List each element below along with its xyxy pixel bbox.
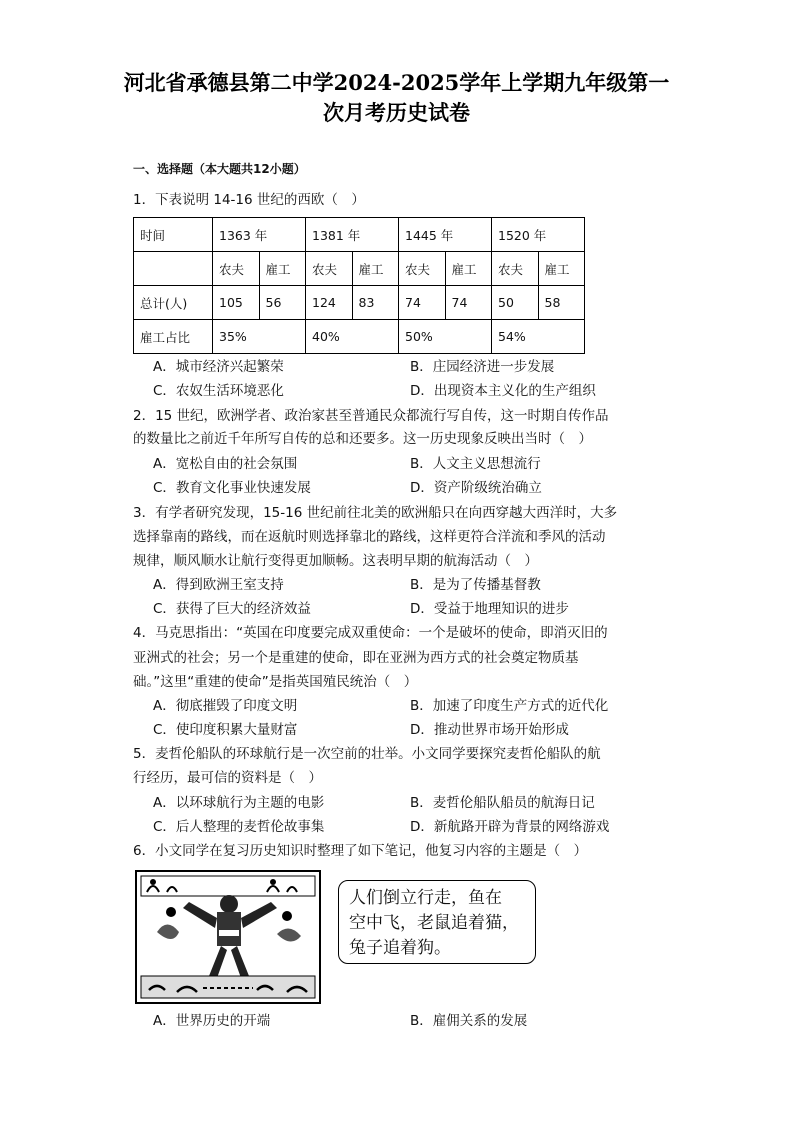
table-cell: 农夫 — [399, 252, 446, 286]
woodcut-illustration — [135, 870, 321, 1004]
q5-option-d[interactable]: D．新航路开辟为背景的网络游戏 — [410, 819, 610, 835]
title-line-2: 次月考历史试卷 — [323, 100, 470, 125]
q5-option-b[interactable]: B．麦哲伦船队船员的航海日记 — [410, 795, 595, 811]
q2-option-c[interactable]: C．教育文化事业快速发展 — [153, 480, 311, 496]
q5-line-2: 行经历，最可信的资料是（ ） — [133, 770, 322, 786]
table-row — [134, 218, 585, 252]
q5-option-c[interactable]: C．后人整理的麦哲伦故事集 — [153, 819, 325, 835]
q5-line-1: 5．麦哲伦船队的环球航行是一次空前的壮举。小文同学要探究麦哲伦船队的航 — [133, 746, 601, 762]
table-row — [134, 286, 585, 320]
q1-option-c[interactable]: C．农奴生活环境恶化 — [153, 383, 284, 399]
table-cell: 56 — [259, 286, 306, 320]
table-row — [134, 320, 585, 354]
q1-table — [133, 217, 585, 354]
bubble-line-1: 人们倒立行走，鱼在 — [349, 888, 502, 908]
q4-line-3: 础。”这里“重建的使命”是指英国殖民统治（ ） — [133, 674, 418, 690]
q3-option-d[interactable]: D．受益于地理知识的进步 — [410, 601, 569, 617]
speech-bubble — [338, 880, 536, 964]
table-cell: 雇工 — [538, 252, 585, 286]
table-cell: 58 — [538, 286, 585, 320]
table-cell: 74 — [445, 286, 492, 320]
q1-option-d[interactable]: D．出现资本主义化的生产组织 — [410, 383, 596, 399]
section-heading: 一、选择题（本大题共12小题） — [133, 162, 306, 176]
q2-option-d[interactable]: D．资产阶级统治确立 — [410, 480, 542, 496]
bubble-line-3: 兔子追着狗。 — [349, 938, 451, 958]
q2-option-a[interactable]: A．宽松自由的社会氛围 — [153, 456, 298, 472]
title-line-1: 河北省承德县第二中学2024-2025学年上学期九年级第一 — [123, 70, 670, 95]
q4-option-d[interactable]: D．推动世界市场开始形成 — [410, 722, 569, 738]
exam-title — [100, 68, 693, 128]
table-cell: 1363 年 — [213, 218, 306, 252]
q3-option-c[interactable]: C．获得了巨大的经济效益 — [153, 601, 311, 617]
q2-line-2: 的数量比之前近千年所写自传的总和还要多。这一历史现象反映出当时（ ） — [133, 431, 592, 447]
q3-line-2: 选择靠南的路线，而在返航时则选择靠北的路线，这样更符合洋流和季风的活动 — [133, 529, 606, 545]
q1-stem: 1．下表说明 14-16 世纪的西欧（ ） — [133, 192, 365, 208]
q2-option-b[interactable]: B．人文主义思想流行 — [410, 456, 541, 472]
q4-option-a[interactable]: A．彻底摧毁了印度文明 — [153, 698, 298, 714]
table-cell: 50 — [492, 286, 539, 320]
table-cell: 35% — [213, 320, 306, 354]
table-cell: 124 — [306, 286, 353, 320]
bubble-line-2: 空中飞，老鼠追着猫， — [349, 913, 519, 933]
q4-option-c[interactable]: C．使印度积累大量财富 — [153, 722, 298, 738]
table-row — [134, 252, 585, 286]
table-cell: 雇工 — [352, 252, 399, 286]
q1-option-b[interactable]: B．庄园经济进一步发展 — [410, 359, 555, 375]
table-cell: 雇工占比 — [134, 320, 213, 354]
table-cell: 农夫 — [492, 252, 539, 286]
table-cell: 总计(人) — [134, 286, 213, 320]
q3-option-a[interactable]: A．得到欧洲王室支持 — [153, 577, 284, 593]
table-cell: 农夫 — [306, 252, 353, 286]
q4-option-b[interactable]: B．加速了印度生产方式的近代化 — [410, 698, 609, 714]
q3-line-1: 3．有学者研究发现，15-16 世纪前往北美的欧洲船只在向西穿越大西洋时，大多 — [133, 505, 618, 521]
table-cell: 54% — [492, 320, 585, 354]
q5-option-a[interactable]: A．以环球航行为主题的电影 — [153, 795, 325, 811]
table-cell — [134, 252, 213, 286]
table-cell: 时间 — [134, 218, 213, 252]
q6-stem: 6．小文同学在复习历史知识时整理了如下笔记，他复习内容的主题是（ ） — [133, 843, 588, 859]
q6-option-b[interactable]: B．雇佣关系的发展 — [410, 1013, 528, 1029]
q3-line-3: 规律，顺风顺水让航行变得更加顺畅。这表明早期的航海活动（ ） — [133, 553, 538, 569]
q4-line-2: 亚洲式的社会；另一个是重建的使命，即在亚洲为西方式的社会奠定物质基 — [133, 650, 579, 666]
table-cell: 105 — [213, 286, 260, 320]
table-cell: 雇工 — [259, 252, 306, 286]
table-cell: 74 — [399, 286, 446, 320]
q3-option-b[interactable]: B．是为了传播基督教 — [410, 577, 541, 593]
table-cell: 1445 年 — [399, 218, 492, 252]
q4-line-1: 4．马克思指出：“英国在印度要完成双重使命：一个是破坏的使命，即消灭旧的 — [133, 625, 608, 641]
woodcut-figure-icon — [137, 872, 319, 1002]
table-cell: 40% — [306, 320, 399, 354]
q6-option-a[interactable]: A．世界历史的开端 — [153, 1013, 271, 1029]
table-cell: 83 — [352, 286, 399, 320]
table-cell: 雇工 — [445, 252, 492, 286]
table-cell: 1520 年 — [492, 218, 585, 252]
table-cell: 1381 年 — [306, 218, 399, 252]
q1-option-a[interactable]: A．城市经济兴起繁荣 — [153, 359, 284, 375]
q2-line-1: 2．15 世纪，欧洲学者、政治家甚至普通民众都流行写自传，这一时期自传作品 — [133, 408, 609, 424]
table-cell: 50% — [399, 320, 492, 354]
table-cell: 农夫 — [213, 252, 260, 286]
